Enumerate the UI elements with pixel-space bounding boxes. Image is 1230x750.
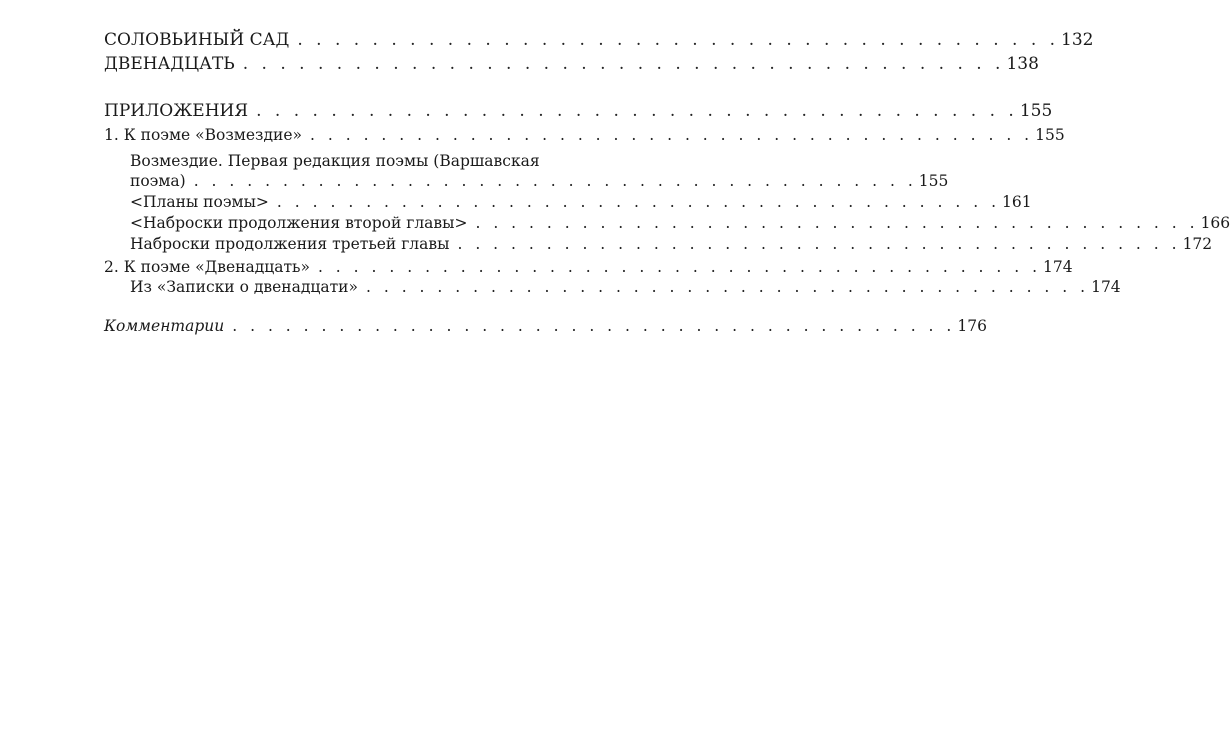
toc-entry-title: <Наброски продолжения второй главы> bbox=[130, 214, 468, 232]
toc-entry-prilozheniya bbox=[0, 101, 1053, 121]
toc-entry-page: 172 bbox=[1182, 235, 1213, 253]
dot-leader: . . . . . . . . . . . . . . . . . . . . . . . . . . . . . . . . . . . . . . . . . bbox=[310, 126, 1034, 144]
toc-entry-page: 161 bbox=[1002, 193, 1032, 211]
toc-entry-nabroski-vtoroy bbox=[0, 214, 1230, 232]
toc-entry-k-dvenadtsat bbox=[0, 258, 1073, 276]
toc-entry-kommentarii bbox=[0, 317, 987, 335]
dot-leader: . . . . . . . . . . . . . . . . . . . . . . . . . . . . . . . . . . . . . . . . . bbox=[232, 317, 956, 335]
toc-entry-wrapped-line: Возмездие. Первая редакция поэмы (Варшавская bbox=[130, 152, 540, 170]
dot-leader: . . . . . . . . . . . . . . . . . . . . . . . . . . . . . . . . . . . . . . . . . bbox=[475, 214, 1199, 232]
toc-entry-title: СОЛОВЬИНЫЙ САД bbox=[104, 30, 290, 50]
dot-leader: . . . . . . . . . . . . . . . . . . . . . . . . . . . . . . . . . . . . . . . . . bbox=[242, 54, 1005, 74]
toc-entry-plany bbox=[0, 193, 1032, 211]
dot-leader: . . . . . . . . . . . . . . . . . . . . . . . . . . . . . . . . . . . . . . . . . bbox=[457, 235, 1181, 253]
toc-entry-page: 174 bbox=[1091, 278, 1121, 296]
toc-entry-iz-zapiski bbox=[0, 278, 1121, 296]
toc-entry-title: 1. К поэме «Возмездие» bbox=[104, 126, 303, 144]
toc-entry-title: ДВЕНАДЦАТЬ bbox=[104, 54, 235, 74]
dot-leader: . . . . . . . . . . . . . . . . . . . . . . . . . . . . . . . . . . . . . . . . . bbox=[256, 101, 1018, 121]
toc-entry-page: 155 bbox=[1019, 101, 1053, 121]
toc-entry-title: поэма) bbox=[130, 172, 186, 190]
toc-entry-page: 155 bbox=[1035, 126, 1065, 144]
toc-entry-title: <Планы поэмы> bbox=[130, 193, 269, 211]
toc-entry-page: 132 bbox=[1061, 30, 1094, 50]
toc-entry-solovinyi-sad bbox=[0, 30, 1094, 50]
toc-entry-title: 2. К поэме «Двенадцать» bbox=[104, 258, 310, 276]
toc-entry-page: 174 bbox=[1043, 258, 1073, 276]
toc-entry-k-vozmezdie bbox=[0, 126, 1065, 144]
toc-entry-dvenadtsat bbox=[0, 54, 1039, 74]
dot-leader: . . . . . . . . . . . . . . . . . . . . . . . . . . . . . . . . . . . . . . . . . bbox=[276, 193, 1001, 211]
toc-entry-page: 155 bbox=[918, 172, 949, 190]
dot-leader: . . . . . . . . . . . . . . . . . . . . . . . . . . . . . . . . . . . . . . . . . bbox=[297, 30, 1060, 50]
toc-entry-page: 176 bbox=[957, 317, 987, 335]
toc-entry-title: ПРИЛОЖЕНИЯ bbox=[104, 101, 249, 121]
toc-entry-nabroski-tretey bbox=[0, 235, 1213, 253]
toc-entry-page: 138 bbox=[1006, 54, 1039, 74]
toc-entry-page: 166 bbox=[1200, 214, 1230, 232]
dot-leader: . . . . . . . . . . . . . . . . . . . . . . . . . . . . . . . . . . . . . . . . . bbox=[365, 278, 1090, 296]
dot-leader: . . . . . . . . . . . . . . . . . . . . . . . . . . . . . . . . . . . . . . . . . bbox=[193, 172, 917, 190]
toc-entry-title: Из «Записки о двенадцати» bbox=[130, 278, 358, 296]
toc-entry-title: Комментарии bbox=[104, 317, 225, 335]
toc-entry-title: Наброски продолжения третьей главы bbox=[130, 235, 450, 253]
dot-leader: . . . . . . . . . . . . . . . . . . . . . . . . . . . . . . . . . . . . . . . . . bbox=[317, 258, 1042, 276]
toc-entry-pervaya-redaktsiya bbox=[0, 172, 949, 190]
